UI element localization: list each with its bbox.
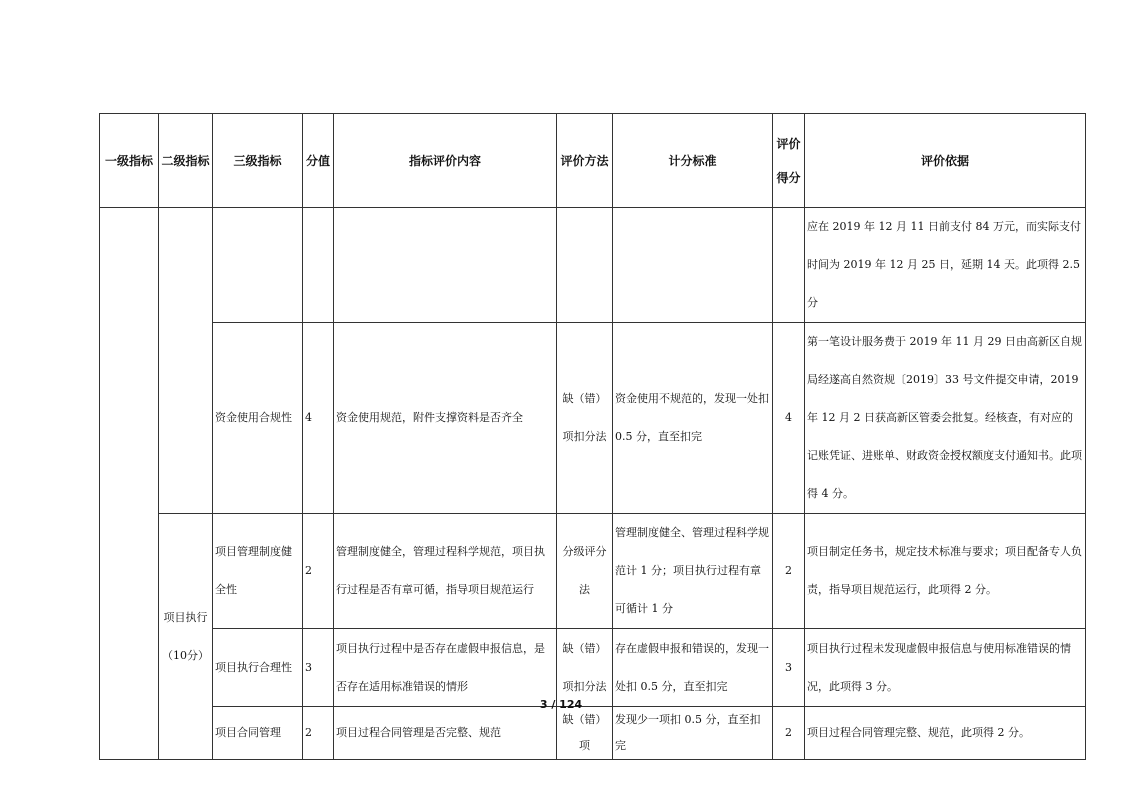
table-row xyxy=(100,323,1086,514)
got-cell xyxy=(773,208,805,323)
method-cell xyxy=(557,208,613,323)
standard-cell xyxy=(613,208,773,323)
basis-cell: 项目执行过程未发现虚假申报信息与使用标准错误的情况，此项得 3 分。 xyxy=(805,629,1086,707)
got-cell: 2 xyxy=(773,514,805,629)
table-row xyxy=(100,707,1086,760)
table-header-row xyxy=(100,114,1086,208)
page-number: 3 / 124 xyxy=(539,698,583,711)
header-level2: 二级指标 xyxy=(159,114,213,208)
indicator-cell: 项目执行合理性 xyxy=(213,629,303,707)
table-row xyxy=(100,514,1086,629)
score-cell: 2 xyxy=(303,514,334,629)
indicator-cell: 项目管理制度健全性 xyxy=(213,514,303,629)
header-level3: 三级指标 xyxy=(213,114,303,208)
standard-cell: 存在虚假申报和错误的，发现一处扣 0.5 分，直至扣完 xyxy=(613,629,773,707)
method-cell: 缺（错）项 xyxy=(557,707,613,760)
level1-cell xyxy=(100,208,159,760)
header-got xyxy=(773,114,805,208)
content-cell: 管理制度健全，管理过程科学规范，项目执行过程是否有章可循，指导项目规范运行 xyxy=(334,514,557,629)
got-cell: 2 xyxy=(773,707,805,760)
header-level1: 一级指标 xyxy=(100,114,159,208)
header-score: 分值 xyxy=(303,114,334,208)
got-cell: 3 xyxy=(773,629,805,707)
basis-cell: 应在 2019 年 12 月 11 日前支付 84 万元，而实际支付时间为 2019 年 12 月 25 日，延期 14 天。此项得 2.5 分 xyxy=(805,208,1086,323)
got-cell: 4 xyxy=(773,323,805,514)
level2-execution-name: 项目执行 xyxy=(163,610,208,624)
header-got-line2: 得分 xyxy=(776,170,801,185)
method-cell: 缺（错）项扣分法 xyxy=(557,323,613,514)
score-cell xyxy=(303,208,334,323)
method-cell: 缺（错）项扣分法 xyxy=(557,629,613,707)
content-cell: 项目过程合同管理是否完整、规范 xyxy=(334,707,557,760)
indicator-cell: 项目合同管理 xyxy=(213,707,303,760)
level2-cell-prev xyxy=(159,208,213,514)
basis-cell: 项目制定任务书，规定技术标准与要求；项目配备专人负责，指导项目规范运行，此项得 2 分。 xyxy=(805,514,1086,629)
content-cell: 资金使用规范，附件支撑资料是否齐全 xyxy=(334,323,557,514)
header-method: 评价方法 xyxy=(557,114,613,208)
standard-cell: 管理制度健全、管理过程科学规范计 1 分；项目执行过程有章可循计 1 分 xyxy=(613,514,773,629)
header-standard: 计分标准 xyxy=(613,114,773,208)
header-content: 指标评价内容 xyxy=(334,114,557,208)
score-cell: 3 xyxy=(303,629,334,707)
content-cell: 项目执行过程中是否存在虚假申报信息，是否存在适用标准错误的情形 xyxy=(334,629,557,707)
content-cell xyxy=(334,208,557,323)
indicator-cell xyxy=(213,208,303,323)
score-cell: 4 xyxy=(303,323,334,514)
standard-cell: 资金使用不规范的，发现一处扣 0.5 分，直至扣完 xyxy=(613,323,773,514)
header-got-line1: 评价 xyxy=(776,136,801,151)
table-row xyxy=(100,208,1086,323)
header-basis: 评价依据 xyxy=(805,114,1086,208)
basis-cell: 项目过程合同管理完整、规范，此项得 2 分。 xyxy=(805,707,1086,760)
evaluation-table xyxy=(99,113,1086,760)
level2-cell-execution xyxy=(159,514,213,760)
score-cell: 2 xyxy=(303,707,334,760)
indicator-cell: 资金使用合规性 xyxy=(213,323,303,514)
method-cell: 分级评分法 xyxy=(557,514,613,629)
basis-cell: 第一笔设计服务费于 2019 年 11 月 29 日由高新区自规局经遂高自然资规〔2019〕33 号文件提交申请，2019 年 12 月 2 日获高新区管委会批复。经核查，有对应的记账凭证、进账单、财政资金授权额度支付通知书。此项得 4 分。 xyxy=(805,323,1086,514)
table-row xyxy=(100,629,1086,707)
level2-execution-score: （10分） xyxy=(162,648,209,662)
standard-cell: 发现少一项扣 0.5 分，直至扣完 xyxy=(613,707,773,760)
